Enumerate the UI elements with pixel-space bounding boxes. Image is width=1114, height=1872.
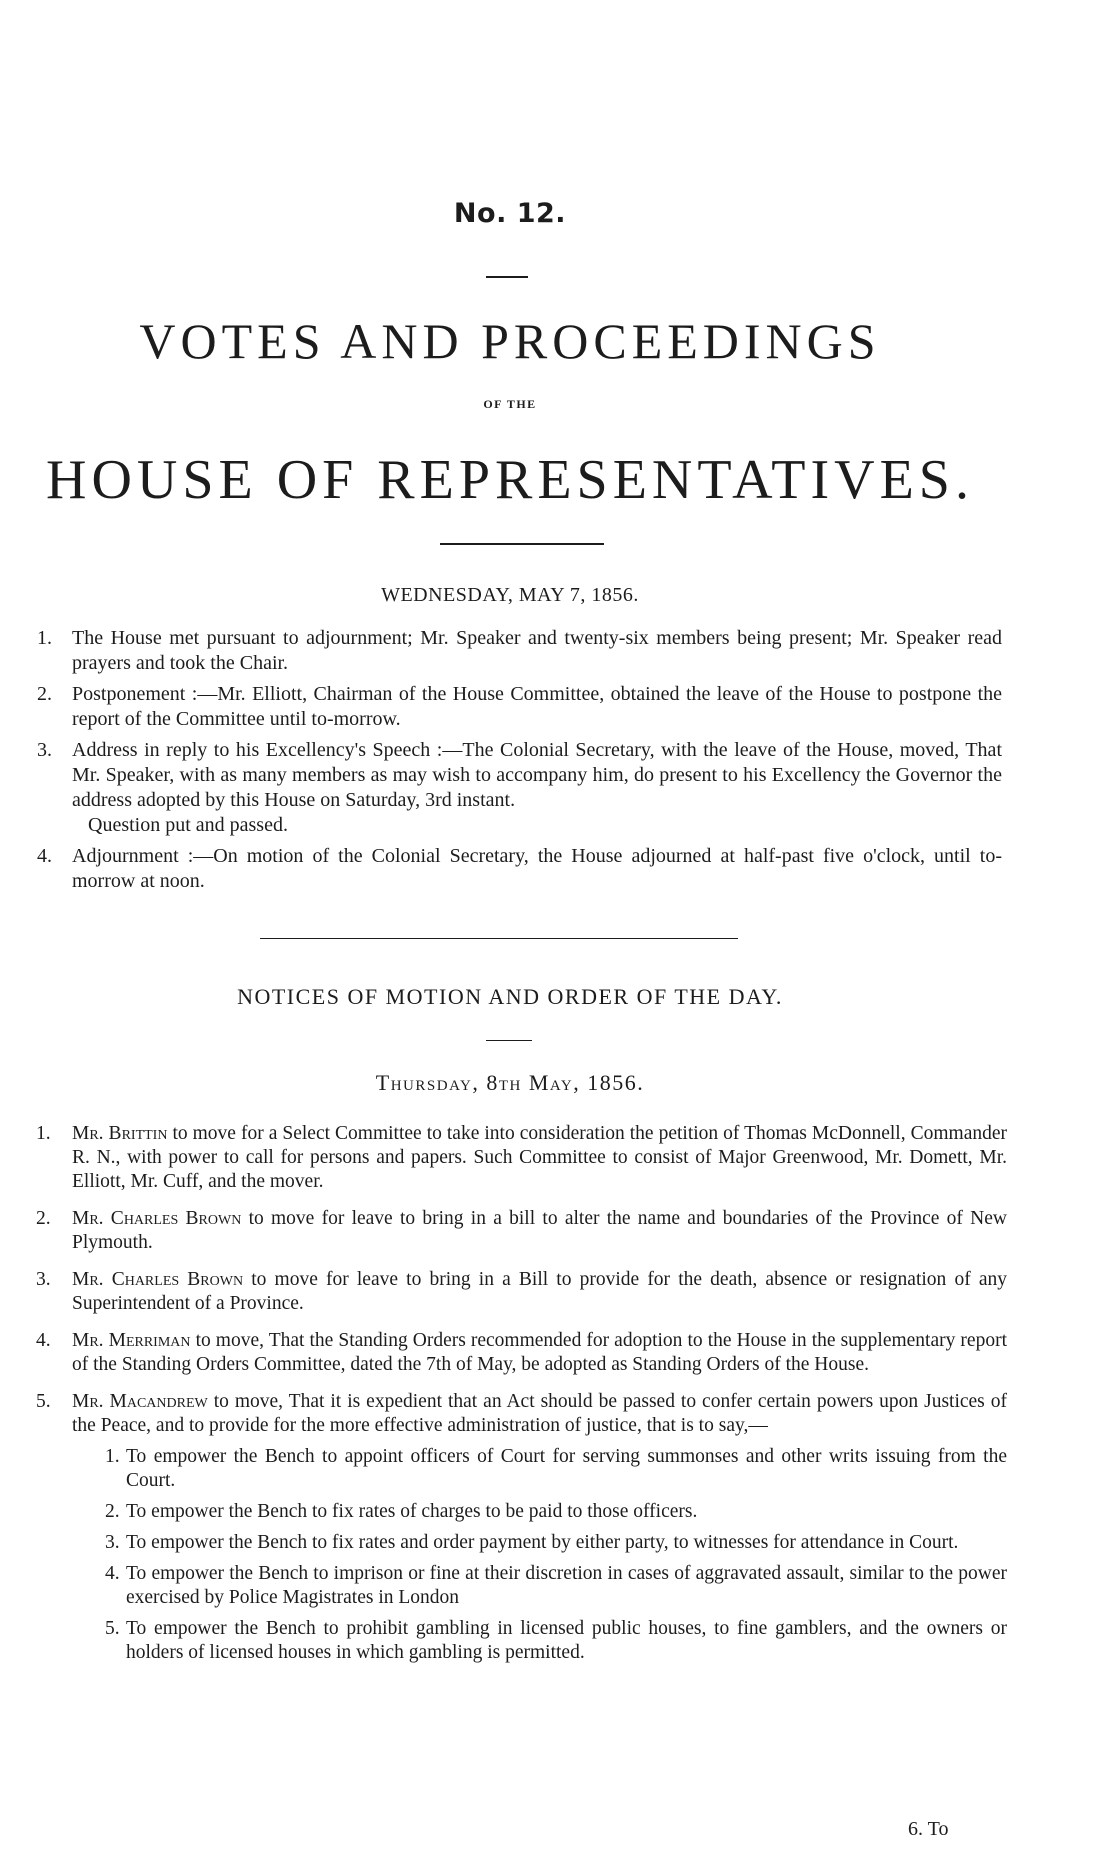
subitem-number: 5. <box>105 1618 120 1639</box>
section-rule <box>260 938 738 939</box>
proceeding-item <box>32 844 1002 894</box>
subitem-text: To empower the Bench to appoint officers of Court for serving summonses and other writs issuing from the Court. <box>126 1446 1007 1491</box>
title-house-of-representatives: HOUSE OF REPRESENTATIVES. <box>46 449 974 511</box>
notice-mover: Mr. Charles Brown <box>72 1208 242 1229</box>
subitem-text: To empower the Bench to fix rates and order payment by either party, to witnesses for attendance in Court. <box>126 1532 959 1553</box>
title-rule <box>440 543 604 545</box>
notice-text: to move, That the Standing Orders recommended for adoption to the House in the supplementary report of the Standing Orders Committee, dated the 7th of May, be adopted as Standing Orders of the House. <box>72 1330 1007 1375</box>
proceeding-number: 2. <box>37 683 52 705</box>
proceeding-text: Adjournment :—On motion of the Colonial Secretary, the House adjourned at half-past five o'clock, until to-morrow at noon. <box>72 845 1002 892</box>
notice-item <box>32 1207 1007 1255</box>
notice-text: to move, That it is expedient that an Act should be passed to confer certain powers upon Justices of the Peace, and to provide for the more effective administration of justice, that is to say,— <box>72 1391 1007 1436</box>
proceeding-question-result: Question put and passed. <box>88 814 288 836</box>
subitem-text: To empower the Bench to fix rates of charges to be paid to those officers. <box>126 1501 698 1522</box>
notices-date: Thursday, 8th May, 1856. <box>375 1070 645 1095</box>
subitem-number: 2. <box>105 1501 120 1522</box>
short-rule <box>486 276 528 278</box>
subitem-number: 3. <box>105 1532 120 1553</box>
proceeding-text: Address in reply to his Excellency's Speech :—The Colonial Secretary, with the leave of the House, moved, That Mr. Speaker, with as many members as may wish to accompany him, do present to his Excellency the Governor the address adopted by this House on Saturday, 3rd instant. <box>72 739 1002 811</box>
notice-mover: Mr. Brittin <box>72 1123 168 1144</box>
notice-number: 2. <box>36 1208 51 1229</box>
notice-subitem <box>72 1445 1007 1493</box>
notice-item <box>32 1329 1007 1377</box>
notices-list <box>32 1122 1007 1678</box>
notices-short-rule <box>486 1040 532 1041</box>
proceeding-number: 3. <box>37 739 52 761</box>
notice-subitem <box>72 1531 1007 1555</box>
notice-subitem <box>72 1500 1007 1524</box>
proceeding-item <box>32 738 1002 838</box>
notice-number: 1. <box>36 1123 51 1144</box>
notice-text: to move for leave to bring in a bill to alter the name and boundaries of the Province of New Plymouth. <box>72 1208 1007 1253</box>
proceeding-item <box>32 682 1002 732</box>
notice-item <box>32 1122 1007 1194</box>
notice-number: 4. <box>36 1330 51 1351</box>
notice-subitem <box>72 1617 1007 1665</box>
notice-text: to move for leave to bring in a Bill to provide for the death, absence or resignation of any Superintendent of a Province. <box>72 1269 1007 1314</box>
proceeding-number: 4. <box>37 845 52 867</box>
proceeding-number: 1. <box>37 627 52 649</box>
notice-text: to move for a Select Committee to take into consideration the petition of Thomas McDonnell, Commander R. N., with power to call for persons and papers. Such Committee to consist of Major Greenwood, Mr. Domett, Mr. Elliott, Mr. Cuff, and the mover. <box>72 1123 1007 1192</box>
notice-mover: Mr. Merriman <box>72 1330 191 1351</box>
proceeding-item <box>32 626 1002 676</box>
title-of-the: OF THE <box>483 397 537 411</box>
proceedings-list <box>32 626 1002 900</box>
notice-mover: Mr. Macandrew <box>72 1391 208 1412</box>
notice-mover: Mr. Charles Brown <box>72 1269 244 1290</box>
proceeding-text: The House met pursuant to adjournment; Mr. Speaker and twenty-six members being present; Mr. Speaker read prayers and took the Chair. <box>72 627 1002 674</box>
title-votes-and-proceedings: VOTES AND PROCEEDINGS <box>139 313 881 369</box>
notice-subitems <box>72 1445 1007 1665</box>
paper-number: No. 12. <box>453 198 567 229</box>
catchword: 6. To <box>908 1818 949 1840</box>
notice-subitem <box>72 1562 1007 1610</box>
subitem-text: To empower the Bench to imprison or fine at their discretion in cases of aggravated assault, similar to the power exercised by Police Magistrates in London <box>126 1563 1007 1608</box>
subitem-number: 4. <box>105 1563 120 1584</box>
proceeding-text: Postponement :—Mr. Elliott, Chairman of the House Committee, obtained the leave of the House to postpone the report of the Committee until to-morrow. <box>72 683 1002 730</box>
proceedings-date: WEDNESDAY, MAY 7, 1856. <box>381 584 639 606</box>
notice-item <box>32 1390 1007 1665</box>
notice-number: 5. <box>36 1391 51 1412</box>
notice-item <box>32 1268 1007 1316</box>
subitem-number: 1. <box>105 1446 120 1467</box>
notice-number: 3. <box>36 1269 51 1290</box>
subitem-text: To empower the Bench to prohibit gambling in licensed public houses, to fine gamblers, and the owners or holders of licensed houses in which gambling is permitted. <box>126 1618 1007 1663</box>
notices-heading: NOTICES OF MOTION AND ORDER OF THE DAY. <box>237 984 783 1009</box>
